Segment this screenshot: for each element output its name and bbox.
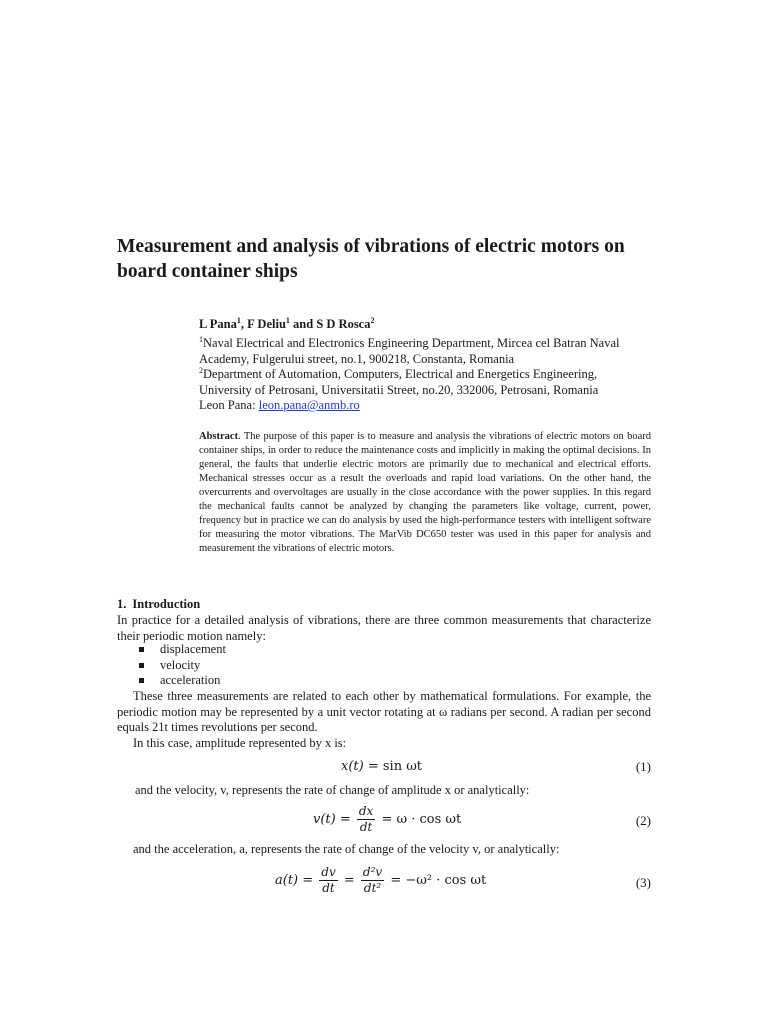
- abstract: [199, 430, 651, 556]
- paragraph-acceleration: and the acceleration, a, represents the rate of change of the velocity v, or analytically:: [133, 842, 560, 856]
- bullet-icon: [139, 647, 144, 652]
- contact-label: Leon Pana:: [199, 398, 259, 412]
- list-item: [139, 658, 226, 674]
- bullet-icon: [139, 678, 144, 683]
- abstract-label: Abstract: [199, 431, 239, 442]
- fraction: [361, 865, 384, 896]
- equation-3-body: [275, 865, 486, 896]
- fraction-denominator: dt²: [363, 881, 382, 895]
- fraction-numerator: dx: [358, 804, 374, 818]
- fraction-numerator: d²v: [362, 865, 383, 879]
- abstract-text: . The purpose of this paper is to measure and analysis the vibrations of electric motors on board container ships, in order to reduce the maintenance costs and implicitly in making the optimal decisions. In general, the faults that underlie electric motors are primarily due to mechanical and electrical efforts. Mechanical stresses occur as a result the overloads and rapid load variations. On the other hand, the overcurrents and overvoltages are usually in the close accordance with the power supplies. In this regard the mechanical faults cannot be analyzed by changing the parameters like voltage, current, power, frequency but in practice we can do analysis by used the high-performance testers with intelligent software for measuring the motor vibrations. The MarVib DC650 tester was used in this paper for analysis and measurement the vibrations of electric motors.: [199, 431, 651, 554]
- equation-lhs: v(t) =: [313, 812, 355, 827]
- equation-number: (3): [635, 875, 651, 890]
- author-separator: and: [289, 317, 317, 331]
- list-item: [139, 673, 226, 689]
- paper-title: Measurement and analysis of vibrations of electric motors on board container ships: [117, 236, 625, 282]
- equation-lhs: a(t) =: [275, 873, 318, 888]
- equation-3: [117, 865, 651, 901]
- affiliation-text: Naval Electrical and Electronics Engineering Department, Mircea cel Batran Naval: [203, 336, 620, 350]
- fraction-denominator: dt: [322, 881, 335, 895]
- paragraph-velocity: and the velocity, v, represents the rate of change of amplitude x or analytically:: [135, 783, 530, 797]
- author-list: [199, 317, 374, 332]
- equation-2: [117, 804, 651, 838]
- fraction-numerator: dv: [321, 865, 336, 879]
- fraction: [357, 804, 375, 835]
- section-number: 1.: [117, 597, 127, 611]
- paragraph-intro: In practice for a detailed analysis of vibrations, there are three common measurements that characterize their periodic motion namely:: [117, 613, 651, 643]
- equation-1: [117, 759, 651, 777]
- list-item-text: displacement: [160, 642, 226, 656]
- list-item-text: acceleration: [160, 673, 221, 687]
- equation-number: (2): [635, 813, 651, 828]
- author-affil-marker: 1: [236, 315, 241, 325]
- contact-line: [199, 398, 659, 414]
- list-item-text: velocity: [160, 657, 201, 672]
- affiliation-2-line-2: University of Petrosani, Universitatii Street, no.20, 332006, Petrosani, Romania: [199, 382, 599, 397]
- affiliation-2-line: [199, 367, 659, 383]
- paragraph-amplitude: In this case, amplitude represented by x is:: [133, 736, 347, 750]
- equation-rhs: sin ωt: [382, 759, 423, 774]
- fraction: [319, 865, 337, 896]
- section-title: Introduction: [132, 597, 201, 611]
- author-affil-marker: 2: [370, 315, 375, 325]
- equation-1-body: [341, 759, 422, 774]
- equation-lhs: x(t) =: [341, 759, 383, 774]
- equation-2-body: [313, 804, 461, 835]
- contact-email-link[interactable]: leon.pana@anmb.ro: [258, 398, 360, 412]
- affiliation-marker: 2: [199, 365, 203, 375]
- fraction-denominator: dt: [359, 820, 373, 834]
- equation-rhs: = ω · cos ωt: [377, 812, 462, 827]
- bullet-icon: [139, 663, 144, 668]
- affiliation-text: Department of Automation, Computers, Electrical and Energetics Engineering,: [203, 367, 598, 381]
- equation-rhs: = −ω² · cos ωt: [386, 873, 487, 888]
- affiliation-1-line-2: Academy, Fulgerului street, no.1, 900218, Constanta, Romania: [199, 351, 515, 366]
- bullet-list: [139, 642, 226, 689]
- author-name: S D Rosca: [316, 317, 371, 331]
- equals-sign: =: [339, 873, 359, 888]
- section-heading: [117, 597, 200, 612]
- affiliations: [199, 336, 659, 414]
- affiliation-1-line: [199, 336, 659, 352]
- list-item: [139, 642, 226, 658]
- equation-number: (1): [635, 759, 651, 774]
- author-name: F Deliu: [247, 317, 286, 331]
- author-separator: ,: [240, 317, 248, 331]
- author-name: L Pana: [199, 317, 237, 331]
- affiliation-marker: 1: [199, 334, 203, 344]
- paragraph-relations: These three measurements are related to each other by mathematical formulations. For example, the periodic motion may be represented by a unit vector rotating at ω radians per second. A radian per second equals 21t times revolutions per second.: [117, 689, 651, 734]
- author-affil-marker: 1: [285, 315, 290, 325]
